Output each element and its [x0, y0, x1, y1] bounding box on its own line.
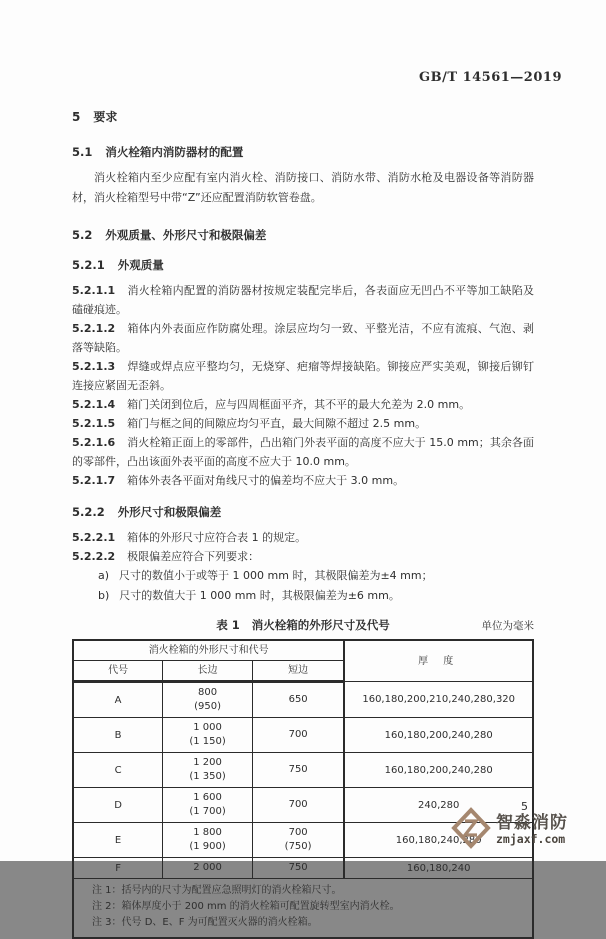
section-number: 5.2.2 [72, 505, 105, 519]
table-1-caption [72, 617, 534, 633]
clause-number: 5.2.1.2 [72, 322, 116, 335]
cell-long [163, 718, 253, 753]
cell-short [252, 788, 344, 823]
cell-short [252, 823, 344, 858]
cell-code: B [73, 718, 163, 753]
table-note-2: 注 2：箱体厚度小于 200 mm 的消火栓箱可配置旋转型室内消火栓。 [92, 901, 400, 912]
clause [72, 281, 534, 319]
brand-name: 智淼消防 [496, 813, 568, 833]
value: 2 000 [193, 862, 222, 873]
value: 750 [288, 764, 308, 775]
value: 700 [288, 799, 308, 810]
table-title: 消火栓箱的外形尺寸及代号 [251, 618, 390, 632]
cell-thickness: 160,180,240 [344, 858, 533, 879]
value-alt: (1 350) [189, 771, 226, 782]
clause-number: 5.2.1.4 [72, 398, 116, 411]
table-row [73, 753, 533, 788]
value-alt: (1 150) [189, 736, 226, 747]
clause-number: 5.2.1.5 [72, 417, 116, 430]
section-title: 要求 [93, 110, 118, 124]
cell-short [252, 718, 344, 753]
brand-site: zmjaxf.com [496, 832, 566, 846]
table-1-dimensions [72, 639, 534, 939]
list-marker: a) [98, 569, 110, 582]
section-5-heading [72, 108, 534, 125]
page-number: 5 [521, 800, 528, 813]
cell-short [252, 682, 344, 718]
value: 800 [197, 687, 218, 698]
table-row [73, 682, 533, 718]
cell-long [163, 682, 253, 718]
cell-thickness: 160,180,240,280 [344, 823, 533, 858]
value: 700 [288, 827, 308, 838]
list-item-a [72, 566, 534, 586]
value-alt: (750) [284, 841, 312, 852]
clause-text: 箱体的外形尺寸应符合表 1 的规定。 [127, 531, 307, 544]
table-notes-row [73, 879, 533, 939]
value: 1 800 [193, 827, 222, 838]
section-title: 外观质量、外形尺寸和极限偏差 [105, 228, 267, 242]
clause-number: 5.2.2.1 [72, 531, 116, 544]
value-alt: (1 900) [189, 841, 226, 852]
clause-number: 5.2.1.7 [72, 474, 116, 487]
section-5-2-1-heading [72, 257, 534, 273]
table-note-1: 注 1：括号内的尺寸为配置应急照明灯的消火栓箱尺寸。 [92, 885, 342, 896]
table-label: 表 1 [216, 618, 240, 632]
cell-code: E [73, 823, 163, 858]
cell-thickness: 160,180,200,210,240,280,320 [344, 682, 533, 718]
table-note-3: 注 3：代号 D、E、F 为可配置灭火器的消火栓箱。 [92, 917, 318, 928]
watermark-brand-block [451, 807, 568, 853]
cell-thickness: 160,180,200,240,280 [344, 753, 533, 788]
cell-code: D [73, 788, 163, 823]
cell-short [252, 753, 344, 788]
cell-long [163, 753, 253, 788]
clause [72, 547, 534, 566]
table-row [73, 718, 533, 753]
group-header-cell: 消火栓箱的外形尺寸和代号 [73, 640, 344, 661]
cell-code: F [73, 858, 163, 879]
list-text: 尺寸的数值大于 1 000 mm 时，其极限偏差为±6 mm。 [119, 588, 400, 602]
clause-number: 5.2.1.6 [72, 436, 116, 449]
clause-text: 箱门关闭到位后，应与四周框面平齐，其不平的最大允差为 2.0 mm。 [127, 398, 471, 411]
value: 1 200 [193, 757, 222, 768]
clause [72, 471, 534, 490]
value-alt: (1 700) [189, 806, 226, 817]
clause-text: 焊缝或焊点应平整均匀，无烧穿、疤瘤等焊接缺陷。铆接应严实美观，铆接后铆钉连接应紧固无歪斜。 [72, 360, 534, 392]
table-group-header-row [73, 640, 533, 661]
clause-text: 消火栓箱内配置的消防器材按规定装配完毕后，各表面应无凹凸不平等加工缺陷及磕碰痕迹。 [72, 284, 534, 316]
clause [72, 357, 534, 395]
table-notes-cell [73, 879, 533, 939]
value: 750 [288, 862, 308, 873]
section-title: 外形尺寸和极限偏差 [117, 505, 222, 519]
clause-text: 消火栓箱正面上的零部件，凸出箱门外表平面的高度不应大于 15.0 mm；其余各面的零部件，凸出该面外表平面的高度不应大于 10.0 mm。 [72, 436, 534, 468]
clause-number: 5.2.1.1 [72, 284, 116, 297]
brand-diamond-logo-icon [451, 807, 491, 853]
section-5-1-paragraph: 消火栓箱内至少应配有室内消火栓、消防接口、消防水带、消防水枪及电器设备等消防器材，消火栓箱型号中带“Z”还应配置消防软管卷盘。 [72, 171, 534, 204]
value: 700 [288, 729, 308, 740]
list-item-b [72, 586, 534, 606]
cell-thickness: 160,180,200,240,280 [344, 718, 533, 753]
section-title: 外观质量 [117, 258, 164, 272]
clause-text: 箱体内外表面应作防腐处理。涂层应均匀一致、平整光洁，不应有流痕、气泡、剥落等缺陷。 [72, 322, 534, 354]
section-number: 5 [72, 110, 81, 124]
clause [72, 319, 534, 357]
cell-long [163, 788, 253, 823]
watermark-text [496, 814, 568, 846]
clause [72, 433, 534, 471]
cell-code: C [73, 753, 163, 788]
clauses-5-2-1 [72, 281, 534, 490]
clause-text: 箱体外表各平面对角线尺寸的偏差均不应大于 3.0 mm。 [127, 474, 405, 487]
clause [72, 528, 534, 547]
section-number: 5.2.1 [72, 258, 105, 272]
value: 650 [288, 694, 308, 705]
standard-code: GB/T 14561—2019 [419, 70, 562, 85]
list-marker: b) [98, 588, 110, 602]
thickness-header-cell: 厚 度 [344, 640, 533, 682]
section-5-1-heading [72, 144, 534, 160]
section-title: 消火栓箱内消防器材的配置 [105, 145, 244, 159]
cell-long [163, 823, 253, 858]
col-header-long: 长边 [163, 661, 253, 682]
col-header-code: 代号 [73, 661, 163, 682]
col-header-short: 短边 [252, 661, 344, 682]
table-caption-text [216, 617, 390, 633]
clause-number: 5.2.1.3 [72, 360, 116, 373]
section-5-2-heading [72, 227, 534, 243]
value-alt: (950) [194, 701, 221, 712]
section-number: 5.2 [72, 228, 93, 242]
clauses-5-2-2 [72, 528, 534, 605]
list-text: 尺寸的数值小于或等于 1 000 mm 时，其极限偏差为±4 mm； [119, 569, 433, 582]
clause-text: 箱门与框之间的间隙应均匀平直，最大间隙不超过 2.5 mm。 [127, 417, 427, 430]
table-unit-note: 单位为毫米 [481, 620, 534, 632]
cell-short [252, 858, 344, 879]
clause-number: 5.2.2.2 [72, 550, 116, 563]
value: 1 600 [193, 792, 222, 803]
section-number: 5.1 [72, 145, 93, 159]
clause [72, 395, 534, 414]
value: 1 000 [193, 722, 222, 733]
section-5-2-2-heading [72, 504, 534, 520]
clause-text: 极限偏差应符合下列要求： [127, 550, 260, 563]
cell-long [163, 858, 253, 879]
cell-code: A [73, 682, 163, 718]
table-row [73, 858, 533, 879]
clause [72, 414, 534, 433]
cell-thickness: 240,280 [344, 788, 533, 823]
